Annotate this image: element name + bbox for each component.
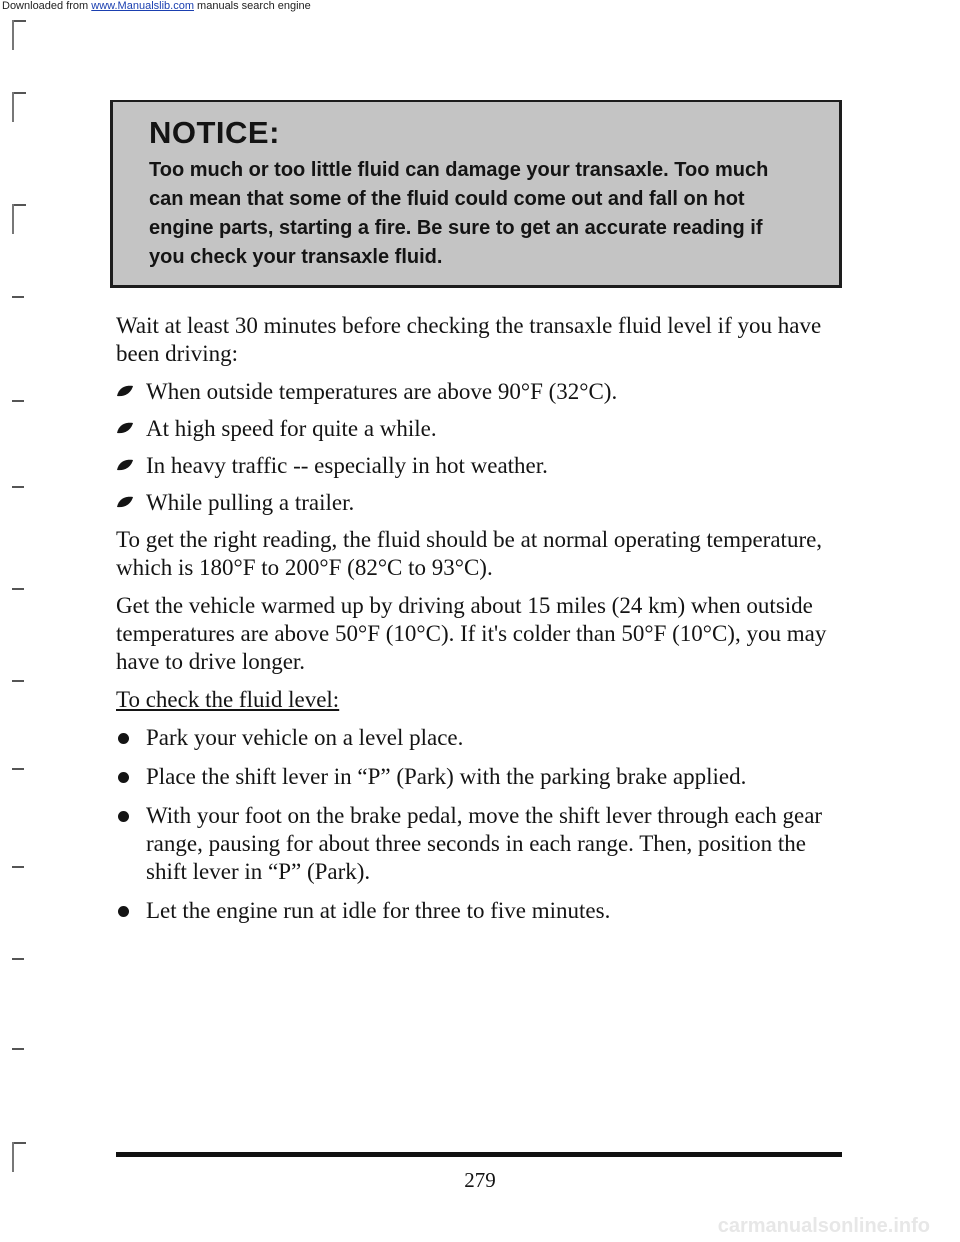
condition-text: In heavy traffic -- especially in hot weather. <box>146 453 548 478</box>
step-text: With your foot on the brake pedal, move the shift lever through each gear range, pausing for about three seconds in each range. Then, position the shift lever in “P” (Park). <box>146 803 823 884</box>
condition-list <box>116 378 836 517</box>
temperature-paragraph: To get the right reading, the fluid should be at normal operating temperature, which is 180°F to 200°F (82°C to 93°C). <box>116 527 823 580</box>
page-content <box>116 312 836 936</box>
margin-crop-marks <box>0 0 40 1242</box>
condition-text: At high speed for quite a while. <box>146 416 437 441</box>
notice-box <box>110 100 842 288</box>
step-text: Let the engine run at idle for three to five minutes. <box>146 898 611 923</box>
crop-mark <box>12 768 24 770</box>
list-item <box>116 378 836 406</box>
check-heading: To check the fluid level: <box>116 687 340 712</box>
bullet-dot-icon <box>118 811 129 822</box>
crop-mark <box>12 588 24 590</box>
crop-mark <box>12 1142 26 1144</box>
condition-text: While pulling a trailer. <box>146 490 355 515</box>
steps-list <box>116 724 836 925</box>
crop-mark <box>12 486 24 488</box>
crop-mark <box>12 296 24 298</box>
step-text: Place the shift lever in “P” (Park) with the parking brake applied. <box>146 764 747 789</box>
leaf-bullet-icon <box>116 384 134 398</box>
condition-text: When outside temperatures are above 90°F (32°C). <box>146 379 618 404</box>
list-item <box>116 489 836 517</box>
crop-mark <box>12 204 26 206</box>
crop-mark <box>12 1048 24 1050</box>
step-text: Park your vehicle on a level place. <box>146 725 464 750</box>
list-item <box>116 802 836 886</box>
download-suffix: manuals search engine <box>197 0 311 12</box>
crop-mark <box>12 866 24 868</box>
page-number: 279 <box>464 1168 496 1192</box>
crop-mark <box>12 20 26 22</box>
list-item <box>116 763 836 791</box>
footer-rule <box>116 1152 842 1157</box>
bullet-dot-icon <box>118 906 129 917</box>
download-note <box>2 0 311 12</box>
list-item <box>116 897 836 925</box>
bullet-dot-icon <box>118 772 129 783</box>
list-item <box>116 452 836 480</box>
download-prefix: Downloaded from <box>2 0 89 12</box>
crop-mark <box>12 680 24 682</box>
warmup-paragraph: Get the vehicle warmed up by driving about 15 miles (24 km) when outside temperatures are above 50°F (10°C). If it's colder than 50°F (10°C), you may have to drive longer. <box>116 593 827 674</box>
bullet-dot-icon <box>118 733 129 744</box>
list-item <box>116 415 836 443</box>
list-item <box>116 724 836 752</box>
notice-body: Too much or too little fluid can damage your transaxle. Too much can mean that some of the fluid could come out and fall on hot engine parts, starting a fire. Be sure to get an accurate reading if you check your transaxle fluid. <box>149 159 769 268</box>
manualslib-link[interactable]: www.Manualslib.com <box>91 0 194 12</box>
intro-paragraph: Wait at least 30 minutes before checking the transaxle fluid level if you have been driving: <box>116 313 822 366</box>
leaf-bullet-icon <box>116 421 134 435</box>
notice-title: NOTICE: <box>149 115 280 150</box>
leaf-bullet-icon <box>116 458 134 472</box>
leaf-bullet-icon <box>116 495 134 509</box>
crop-mark <box>12 958 24 960</box>
crop-mark <box>12 400 24 402</box>
watermark-text: carmanualsonline.info <box>717 1215 930 1237</box>
crop-mark <box>12 92 26 94</box>
